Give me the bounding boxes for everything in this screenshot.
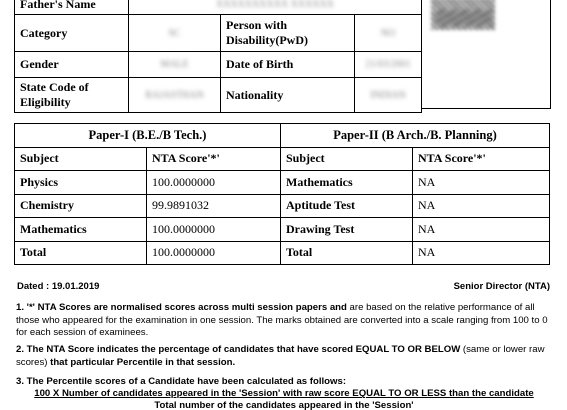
gender-value: MALE [129,52,221,78]
fathers-name-value: XXXXXXXXXX XXXXXX [129,0,422,15]
paper2-score: NA [413,218,550,242]
table-row [15,218,550,242]
state-code-value: RAJASTHAN [129,78,221,113]
paper1-score: 100.0000000 [147,218,281,242]
paper1-score: 100.0000000 [147,171,281,195]
category-label: Category [15,15,129,52]
note-1-text: are based on the relative performance of all those who appeared for the examination in one session. The marks obtained are converted into a scale ranging from 100 to 0 for each session of examinees. [16,302,548,338]
paper1-subject: Physics [15,171,147,195]
gender-label: Gender [15,52,129,78]
note-2-bold-end: that particular Percentile in that session. [50,356,236,368]
paper2-score: NA [413,194,550,218]
paper2-title: Paper-II (B Arch./B. Planning) [281,124,550,148]
candidate-info-table [14,0,422,113]
pwd-value: NO [355,15,422,52]
fathers-name-label: Father's Name [15,0,129,15]
note-3-bold: 3. The Percentile scores of a Candidate have been calculated as follows: [16,376,347,387]
note-2 [16,344,552,369]
paper2-subject: Mathematics [281,171,413,195]
candidate-signature [436,10,492,26]
paper1-score: 99.9891032 [147,194,281,218]
paper2-score: NA [413,171,550,195]
table-row [15,171,550,195]
paper1-score-header: NTA Score'*' [147,147,281,171]
paper1-subject: Chemistry [15,194,147,218]
paper1-subject-header: Subject [15,147,147,171]
paper2-subject: Aptitude Test [281,194,413,218]
dob-label: Date of Birth [221,52,355,78]
paper1-subject: Mathematics [15,218,147,242]
paper2-score-header: NTA Score'*' [413,147,550,171]
table-row [15,241,550,265]
paper2-subject: Total [281,241,413,265]
pwd-label: Person with Disability(PwD) [221,15,355,52]
note-1-bold: 1. '*' NTA Scores are normalised scores across multi session papers and [16,302,347,313]
score-table [14,123,550,265]
paper1-title: Paper-I (B.E./B Tech.) [15,124,281,148]
note-1 [16,302,552,340]
dob-value: 21/03/2001 [355,52,422,78]
signatory-title: Senior Director (NTA) [453,281,550,292]
paper1-subject: Total [15,241,147,265]
table-row [15,194,550,218]
paper2-subject-header: Subject [281,147,413,171]
dated-text: Dated : 19.01.2019 [17,281,100,292]
nationality-label: Nationality [221,78,355,113]
paper1-score: 100.0000000 [147,241,281,265]
paper2-score: NA [413,241,550,265]
formula-numerator: 100 X Number of candidates appeared in the 'Session' with raw score EQUAL TO OR LESS than the candidate [34,388,534,399]
note-2-text: (same or lower raw scores) [16,344,545,368]
category-value: SC [129,15,221,52]
note-2-bold: 2. The NTA Score indicates the percentage of candidates that have scored EQUAL TO OR BELOW [16,344,461,355]
formula-denominator: Total number of the candidates appeared in the 'Session' [154,400,414,410]
note-3 [16,376,552,389]
paper2-subject: Drawing Test [281,218,413,242]
state-code-label: State Code of Eligibility [15,78,129,113]
nationality-value: INDIAN [355,78,422,113]
